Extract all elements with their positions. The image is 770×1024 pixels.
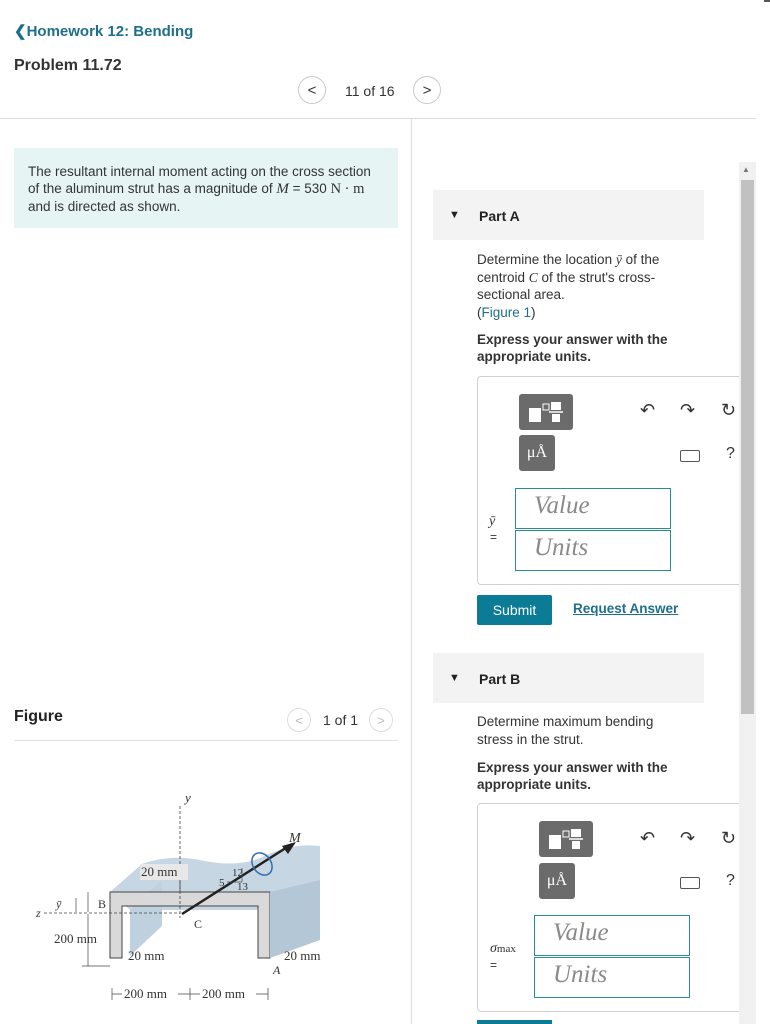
slope-13-label: 13 [237, 881, 248, 893]
previous-problem-button[interactable] [298, 76, 326, 104]
z-axis-label: z [36, 906, 41, 920]
point-b-label: B [98, 897, 107, 911]
units-symbols-button[interactable]: μÅ [539, 863, 575, 899]
reset-icon[interactable]: ↻ [721, 828, 737, 848]
back-to-assignment-link[interactable]: ❮Homework 12: Bending [14, 23, 194, 40]
y-axis-label: y [185, 790, 191, 805]
help-button[interactable]: ? [726, 445, 735, 462]
part-b-answer-box [477, 803, 754, 1012]
equals-sign: = [490, 530, 498, 544]
scrollbar-thumb[interactable] [741, 180, 754, 714]
part-b-question: Determine maximum bending stress in the strut. [477, 714, 654, 747]
redo-icon[interactable]: ↷ [680, 828, 696, 848]
part-b-header[interactable] [433, 653, 704, 703]
problem-counter: 11 of 16 [345, 83, 395, 99]
templates-icon [539, 821, 593, 857]
ybar-variable-label: ȳ [489, 514, 496, 529]
statement-text: The resultant internal moment acting on the cross section of the aluminum strut has a magnitude of [28, 164, 371, 196]
centroid-symbol: C [528, 269, 538, 285]
half-width-left-label: 200 mm [124, 986, 167, 1001]
strut-right-side [270, 880, 320, 958]
part-a-answer-box [477, 376, 754, 585]
templates-icon [519, 394, 573, 430]
problem-title: Problem 11.72 [14, 57, 122, 74]
statement-equals: = 530 [288, 181, 331, 196]
keyboard-icon[interactable] [680, 450, 700, 462]
previous-figure-button[interactable] [287, 708, 311, 732]
figure-title: Figure [14, 708, 63, 725]
submit-button[interactable]: Submit [477, 595, 552, 625]
point-c-label: C [194, 917, 203, 931]
units-input[interactable]: Units [534, 957, 690, 998]
request-answer-link[interactable]: Request Answer [573, 601, 679, 616]
templates-button[interactable] [539, 821, 593, 857]
equals-sign: = [490, 958, 498, 972]
collapse-arrow-icon: ▼ [449, 209, 460, 221]
part-b-submit-button[interactable] [477, 1020, 552, 1024]
value-input[interactable]: Value [534, 915, 690, 956]
keyboard-icon[interactable] [680, 877, 700, 889]
help-button[interactable]: ? [726, 872, 735, 889]
templates-button[interactable] [519, 394, 573, 430]
moment-label: M [289, 831, 301, 846]
header-divider [0, 118, 756, 119]
column-divider [411, 118, 412, 1024]
figure-1-link[interactable]: Figure 1 [481, 304, 532, 320]
statement-text-end: and is directed as shown. [28, 199, 181, 214]
reset-icon[interactable]: ↻ [721, 400, 737, 420]
value-input[interactable]: Value [515, 488, 671, 529]
collapse-arrow-icon: ▼ [449, 672, 460, 684]
undo-icon[interactable]: ↶ [640, 400, 656, 420]
next-figure-button[interactable] [369, 708, 393, 732]
half-width-right-label: 200 mm [202, 986, 245, 1001]
strut-figure[interactable] [30, 780, 360, 1015]
right-thickness-label: 20 mm [284, 948, 321, 963]
ybar-label: ȳ [56, 897, 62, 911]
moment-symbol: M [276, 181, 289, 197]
sigma-subscript: max [496, 943, 516, 955]
top-thickness-label: 20 mm [141, 864, 178, 879]
figure-divider [14, 740, 398, 741]
slope-12-label: 12 [232, 867, 243, 879]
point-a-label: A [273, 963, 281, 977]
sigma-max-label [490, 941, 516, 957]
moment-units: N · m [330, 181, 365, 197]
redo-icon[interactable]: ↷ [680, 400, 696, 420]
part-a-express-instructions: Express your answer with the appropriate units. [477, 332, 668, 364]
scroll-up-icon[interactable]: ▲ [742, 165, 750, 174]
part-b-label: Part B [479, 671, 521, 687]
figure-counter: 1 of 1 [323, 712, 359, 728]
chevron-left-icon: < [295, 712, 303, 728]
units-symbols-button[interactable]: μÅ [519, 435, 555, 471]
part-a-label: Part A [479, 208, 520, 224]
chevron-right-icon: > [422, 81, 432, 99]
units-input[interactable]: Units [515, 530, 671, 571]
part-b-express-instructions: Express your answer with the appropriate units. [477, 760, 668, 792]
part-a-question: Determine the location ȳ of the centroid C of the strut's cross-sectional area. (Figure 1) [477, 252, 660, 320]
left-thickness-label: 20 mm [128, 948, 165, 963]
sigma-symbol: σ [490, 941, 497, 956]
part-a-header[interactable] [433, 190, 704, 240]
undo-icon[interactable]: ↶ [640, 828, 656, 848]
height-label: 200 mm [54, 931, 97, 946]
chevron-right-icon: > [377, 712, 385, 728]
problem-statement [14, 148, 398, 228]
slope-5-label: 5 [219, 877, 225, 889]
next-problem-button[interactable] [413, 76, 441, 104]
chevron-left-icon: < [307, 81, 317, 99]
window-edge-mark [764, 0, 770, 2]
ybar-symbol: ȳ [615, 252, 622, 267]
chevron-left-icon: ❮ [14, 23, 27, 40]
